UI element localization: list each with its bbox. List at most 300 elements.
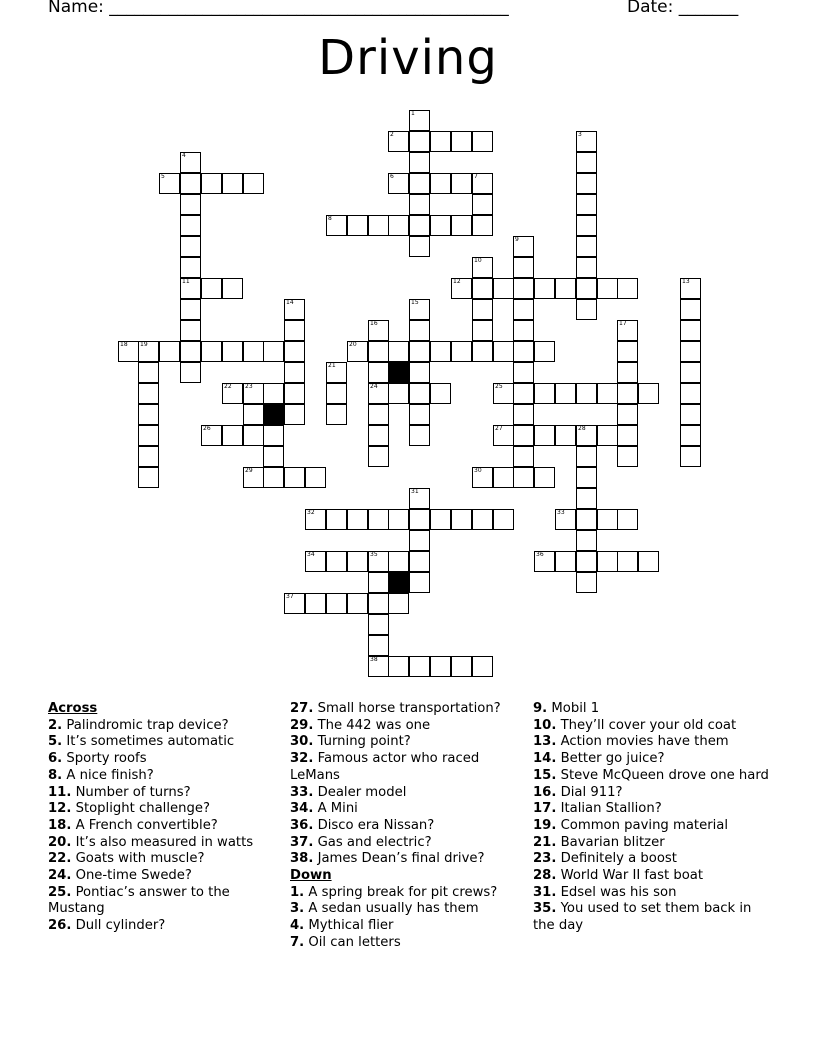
answer-cell[interactable] xyxy=(368,614,389,635)
answer-cell[interactable] xyxy=(451,215,472,236)
clue-number-label: 8. xyxy=(48,767,63,783)
answer-cell[interactable] xyxy=(576,446,597,467)
clue-item xyxy=(533,701,773,718)
answer-cell[interactable] xyxy=(493,278,514,299)
answer-cell[interactable] xyxy=(368,404,389,425)
answer-cell[interactable] xyxy=(180,152,201,173)
answer-cell[interactable] xyxy=(388,509,409,530)
answer-cell[interactable] xyxy=(347,551,368,572)
answer-cell[interactable] xyxy=(472,467,493,488)
answer-cell[interactable] xyxy=(180,173,201,194)
answer-cell[interactable] xyxy=(576,425,597,446)
answer-cell[interactable] xyxy=(201,341,222,362)
clue-number: 35 xyxy=(370,551,378,558)
answer-cell[interactable] xyxy=(368,320,389,341)
clue-number-label: 37. xyxy=(290,834,314,850)
clue-text: Disco era Nissan? xyxy=(313,817,435,833)
answer-cell[interactable] xyxy=(138,404,159,425)
clue-number-label: 2. xyxy=(48,717,63,733)
answer-cell[interactable] xyxy=(430,341,451,362)
answer-cell[interactable] xyxy=(576,131,597,152)
answer-cell[interactable] xyxy=(180,341,201,362)
clue-text: Definitely a boost xyxy=(556,851,677,867)
answer-cell[interactable] xyxy=(430,509,451,530)
answer-cell[interactable] xyxy=(451,509,472,530)
answer-cell[interactable] xyxy=(326,593,347,614)
answer-cell[interactable] xyxy=(347,509,368,530)
clue-number-label: 21. xyxy=(533,834,557,850)
clue-number: 8 xyxy=(328,215,332,222)
clue-text: Dial 911? xyxy=(556,784,623,800)
answer-cell[interactable] xyxy=(201,278,222,299)
clue-text: Better go juice? xyxy=(556,751,665,767)
answer-cell[interactable] xyxy=(222,425,243,446)
answer-cell[interactable] xyxy=(305,467,326,488)
clue-item xyxy=(533,835,773,852)
answer-cell[interactable] xyxy=(409,488,430,509)
answer-cell[interactable] xyxy=(222,278,243,299)
answer-cell[interactable] xyxy=(493,383,514,404)
answer-cell[interactable] xyxy=(576,215,597,236)
answer-cell[interactable] xyxy=(617,278,638,299)
clue-number: 14 xyxy=(286,299,294,306)
answer-cell[interactable] xyxy=(284,320,305,341)
answer-cell[interactable] xyxy=(576,467,597,488)
answer-cell[interactable] xyxy=(513,278,534,299)
clue-number: 7 xyxy=(474,173,478,180)
answer-cell[interactable] xyxy=(617,446,638,467)
answer-cell[interactable] xyxy=(388,341,409,362)
answer-cell[interactable] xyxy=(388,173,409,194)
clue-item xyxy=(48,785,280,802)
clue-text: Stoplight challenge? xyxy=(71,801,210,817)
answer-cell[interactable] xyxy=(472,320,493,341)
answer-cell[interactable] xyxy=(409,194,430,215)
answer-cell[interactable] xyxy=(680,299,701,320)
answer-cell[interactable] xyxy=(305,551,326,572)
answer-cell[interactable] xyxy=(388,551,409,572)
answer-cell[interactable] xyxy=(513,383,534,404)
answer-cell[interactable] xyxy=(680,278,701,299)
answer-cell[interactable] xyxy=(263,341,284,362)
answer-cell[interactable] xyxy=(576,152,597,173)
answer-cell[interactable] xyxy=(222,383,243,404)
clue-number: 25 xyxy=(495,383,503,390)
clue-text: Number of turns? xyxy=(71,784,191,800)
answer-cell[interactable] xyxy=(493,467,514,488)
answer-cell[interactable] xyxy=(576,488,597,509)
answer-cell[interactable] xyxy=(222,341,243,362)
section-heading: Down xyxy=(290,868,332,884)
answer-cell[interactable] xyxy=(243,173,264,194)
answer-cell[interactable] xyxy=(138,446,159,467)
answer-cell[interactable] xyxy=(180,362,201,383)
answer-cell[interactable] xyxy=(472,215,493,236)
answer-cell[interactable] xyxy=(409,320,430,341)
answer-cell[interactable] xyxy=(409,404,430,425)
answer-cell[interactable] xyxy=(576,572,597,593)
answer-cell[interactable] xyxy=(409,509,430,530)
clue-number-label: 18. xyxy=(48,817,72,833)
answer-cell[interactable] xyxy=(472,257,493,278)
clue-number-label: 35. xyxy=(533,901,557,917)
answer-cell[interactable] xyxy=(118,341,139,362)
clue-text: Italian Stallion? xyxy=(556,801,662,817)
answer-cell[interactable] xyxy=(617,404,638,425)
answer-cell[interactable] xyxy=(513,320,534,341)
answer-cell[interactable] xyxy=(430,173,451,194)
answer-cell[interactable] xyxy=(284,362,305,383)
answer-cell[interactable] xyxy=(243,383,264,404)
answer-cell[interactable] xyxy=(388,593,409,614)
clue-number: 21 xyxy=(328,362,336,369)
answer-cell[interactable] xyxy=(409,236,430,257)
answer-cell[interactable] xyxy=(180,320,201,341)
clue-text: The 442 was one xyxy=(313,717,431,733)
answer-cell[interactable] xyxy=(368,446,389,467)
clue-text: Famous actor who raced LeMans xyxy=(290,751,480,783)
answer-cell[interactable] xyxy=(534,425,555,446)
answer-cell[interactable] xyxy=(576,173,597,194)
answer-cell[interactable] xyxy=(284,593,305,614)
clue-item xyxy=(533,768,773,785)
answer-cell[interactable] xyxy=(513,236,534,257)
answer-cell[interactable] xyxy=(597,509,618,530)
clue-number: 38 xyxy=(370,656,378,663)
answer-cell[interactable] xyxy=(472,194,493,215)
answer-cell[interactable] xyxy=(180,299,201,320)
answer-cell[interactable] xyxy=(555,383,576,404)
clue-text: One-time Swede? xyxy=(71,868,192,884)
clue-item xyxy=(48,851,280,868)
answer-cell[interactable] xyxy=(201,173,222,194)
answer-cell[interactable] xyxy=(409,131,430,152)
answer-cell[interactable] xyxy=(180,236,201,257)
answer-cell[interactable] xyxy=(368,551,389,572)
answer-cell[interactable] xyxy=(368,656,389,677)
clue-number-label: 38. xyxy=(290,851,314,867)
clue-number-label: 36. xyxy=(290,817,314,833)
answer-cell[interactable] xyxy=(617,551,638,572)
answer-cell[interactable] xyxy=(451,131,472,152)
answer-cell[interactable] xyxy=(472,278,493,299)
clue-item xyxy=(290,818,520,835)
answer-cell[interactable] xyxy=(409,152,430,173)
answer-cell[interactable] xyxy=(305,509,326,530)
answer-cell[interactable] xyxy=(180,194,201,215)
answer-cell[interactable] xyxy=(326,551,347,572)
answer-cell[interactable] xyxy=(451,278,472,299)
answer-cell[interactable] xyxy=(243,467,264,488)
answer-cell[interactable] xyxy=(576,278,597,299)
clue-number: 32 xyxy=(307,509,315,516)
answer-cell[interactable] xyxy=(617,362,638,383)
answer-cell[interactable] xyxy=(409,215,430,236)
answer-cell[interactable] xyxy=(617,320,638,341)
answer-cell[interactable] xyxy=(513,467,534,488)
answer-cell[interactable] xyxy=(159,173,180,194)
answer-cell[interactable] xyxy=(617,425,638,446)
clue-item xyxy=(290,835,520,852)
answer-cell[interactable] xyxy=(680,362,701,383)
answer-cell[interactable] xyxy=(680,404,701,425)
answer-cell[interactable] xyxy=(576,509,597,530)
answer-cell[interactable] xyxy=(472,509,493,530)
answer-cell[interactable] xyxy=(513,446,534,467)
clue-number: 13 xyxy=(682,278,690,285)
answer-cell[interactable] xyxy=(451,656,472,677)
answer-cell[interactable] xyxy=(513,341,534,362)
answer-cell[interactable] xyxy=(409,341,430,362)
answer-cell[interactable] xyxy=(638,383,659,404)
answer-cell[interactable] xyxy=(555,425,576,446)
clue-number-label: 12. xyxy=(48,801,72,817)
answer-cell[interactable] xyxy=(347,215,368,236)
answer-cell[interactable] xyxy=(513,299,534,320)
answer-cell[interactable] xyxy=(680,446,701,467)
answer-cell[interactable] xyxy=(617,341,638,362)
clue-text: Goats with muscle? xyxy=(71,851,205,867)
clue-text: A Mini xyxy=(313,801,358,817)
clue-text: Dull cylinder? xyxy=(71,918,166,934)
answer-cell[interactable] xyxy=(430,656,451,677)
answer-cell[interactable] xyxy=(597,551,618,572)
answer-cell[interactable] xyxy=(326,362,347,383)
answer-cell[interactable] xyxy=(409,425,430,446)
answer-cell[interactable] xyxy=(555,509,576,530)
answer-cell[interactable] xyxy=(263,383,284,404)
answer-cell[interactable] xyxy=(243,341,264,362)
black-square xyxy=(388,572,409,593)
answer-cell[interactable] xyxy=(493,425,514,446)
answer-cell[interactable] xyxy=(326,215,347,236)
clue-number-label: 3. xyxy=(290,901,305,917)
answer-cell[interactable] xyxy=(368,362,389,383)
answer-cell[interactable] xyxy=(409,530,430,551)
clue-text: It’s also measured in watts xyxy=(71,834,254,850)
answer-cell[interactable] xyxy=(430,383,451,404)
answer-cell[interactable] xyxy=(534,551,555,572)
clue-number-label: 15. xyxy=(533,767,557,783)
clue-number: 28 xyxy=(578,425,586,432)
answer-cell[interactable] xyxy=(680,320,701,341)
answer-cell[interactable] xyxy=(263,446,284,467)
answer-cell[interactable] xyxy=(472,131,493,152)
answer-cell[interactable] xyxy=(388,656,409,677)
answer-cell[interactable] xyxy=(180,215,201,236)
answer-cell[interactable] xyxy=(222,173,243,194)
clue-item xyxy=(290,801,520,818)
clue-number: 36 xyxy=(536,551,544,558)
answer-cell[interactable] xyxy=(576,257,597,278)
answer-cell[interactable] xyxy=(180,278,201,299)
answer-cell[interactable] xyxy=(368,509,389,530)
answer-cell[interactable] xyxy=(493,509,514,530)
answer-cell[interactable] xyxy=(576,299,597,320)
clue-number-label: 22. xyxy=(48,851,72,867)
answer-cell[interactable] xyxy=(555,278,576,299)
answer-cell[interactable] xyxy=(513,257,534,278)
clue-text: A sedan usually has them xyxy=(304,901,479,917)
answer-cell[interactable] xyxy=(617,509,638,530)
answer-cell[interactable] xyxy=(284,341,305,362)
black-square xyxy=(388,362,409,383)
answer-cell[interactable] xyxy=(576,551,597,572)
answer-cell[interactable] xyxy=(576,383,597,404)
clue-text: Edsel was his son xyxy=(556,884,677,900)
answer-cell[interactable] xyxy=(534,467,555,488)
answer-cell[interactable] xyxy=(388,131,409,152)
clue-number: 27 xyxy=(495,425,503,432)
answer-cell[interactable] xyxy=(409,551,430,572)
answer-cell[interactable] xyxy=(409,173,430,194)
answer-cell[interactable] xyxy=(243,425,264,446)
clue-item xyxy=(290,734,520,751)
answer-cell[interactable] xyxy=(451,173,472,194)
answer-cell[interactable] xyxy=(472,299,493,320)
clue-item xyxy=(533,868,773,885)
answer-cell[interactable] xyxy=(138,467,159,488)
answer-cell[interactable] xyxy=(284,467,305,488)
answer-cell[interactable] xyxy=(680,341,701,362)
answer-cell[interactable] xyxy=(138,362,159,383)
clue-number-label: 4. xyxy=(290,918,305,934)
clue-item xyxy=(48,718,280,735)
answer-cell[interactable] xyxy=(409,362,430,383)
answer-cell[interactable] xyxy=(263,467,284,488)
answer-cell[interactable] xyxy=(138,341,159,362)
answer-cell[interactable] xyxy=(409,656,430,677)
answer-cell[interactable] xyxy=(409,110,430,131)
answer-cell[interactable] xyxy=(534,341,555,362)
answer-cell[interactable] xyxy=(368,215,389,236)
answer-cell[interactable] xyxy=(326,404,347,425)
answer-cell[interactable] xyxy=(409,299,430,320)
answer-cell[interactable] xyxy=(680,383,701,404)
clue-number: 5 xyxy=(161,173,165,180)
clue-text: A French convertible? xyxy=(71,817,218,833)
answer-cell[interactable] xyxy=(534,278,555,299)
answer-cell[interactable] xyxy=(472,656,493,677)
clue-number-label: 23. xyxy=(533,851,557,867)
answer-cell[interactable] xyxy=(368,341,389,362)
black-square xyxy=(263,404,284,425)
answer-cell[interactable] xyxy=(617,383,638,404)
clue-number-label: 31. xyxy=(533,884,557,900)
answer-cell[interactable] xyxy=(138,383,159,404)
answer-cell[interactable] xyxy=(430,215,451,236)
clue-number-label: 19. xyxy=(533,817,557,833)
answer-cell[interactable] xyxy=(513,425,534,446)
answer-cell[interactable] xyxy=(326,383,347,404)
answer-cell[interactable] xyxy=(284,299,305,320)
clue-item xyxy=(48,885,280,918)
answer-cell[interactable] xyxy=(368,635,389,656)
clue-number: 1 xyxy=(411,110,415,117)
answer-cell[interactable] xyxy=(472,341,493,362)
answer-cell[interactable] xyxy=(493,341,514,362)
clue-number: 26 xyxy=(203,425,211,432)
answer-cell[interactable] xyxy=(305,593,326,614)
clue-item xyxy=(290,785,520,802)
clue-number-label: 25. xyxy=(48,884,72,900)
answer-cell[interactable] xyxy=(201,425,222,446)
clue-number: 37 xyxy=(286,593,294,600)
answer-cell[interactable] xyxy=(513,362,534,383)
answer-cell[interactable] xyxy=(430,131,451,152)
answer-cell[interactable] xyxy=(555,551,576,572)
answer-cell[interactable] xyxy=(597,278,618,299)
clue-item xyxy=(533,734,773,751)
clue-number: 10 xyxy=(474,257,482,264)
clue-item xyxy=(290,885,520,902)
answer-cell[interactable] xyxy=(263,425,284,446)
clue-text: They’ll cover your old coat xyxy=(556,717,737,733)
clue-item xyxy=(290,935,520,952)
clue-text: Dealer model xyxy=(313,784,407,800)
clue-number-label: 29. xyxy=(290,717,314,733)
answer-cell[interactable] xyxy=(597,425,618,446)
clue-number: 24 xyxy=(370,383,378,390)
answer-cell[interactable] xyxy=(409,383,430,404)
clue-number-label: 26. xyxy=(48,918,72,934)
answer-cell[interactable] xyxy=(368,425,389,446)
answer-cell[interactable] xyxy=(138,425,159,446)
answer-cell[interactable] xyxy=(576,236,597,257)
answer-cell[interactable] xyxy=(513,404,534,425)
clue-number: 29 xyxy=(245,467,253,474)
clue-number: 16 xyxy=(370,320,378,327)
clue-number-label: 17. xyxy=(533,801,557,817)
answer-cell[interactable] xyxy=(680,425,701,446)
answer-cell[interactable] xyxy=(326,509,347,530)
answer-cell[interactable] xyxy=(284,383,305,404)
clue-item xyxy=(533,818,773,835)
clue-number: 9 xyxy=(515,236,519,243)
answer-cell[interactable] xyxy=(159,341,180,362)
clue-text: Action movies have them xyxy=(556,734,729,750)
clue-text: Steve McQueen drove one hard xyxy=(556,767,769,783)
answer-cell[interactable] xyxy=(347,593,368,614)
clue-text: Turning point? xyxy=(313,734,411,750)
answer-cell[interactable] xyxy=(597,383,618,404)
clue-item xyxy=(533,718,773,735)
answer-cell[interactable] xyxy=(388,383,409,404)
clue-column-2 xyxy=(290,701,520,952)
answer-cell[interactable] xyxy=(534,383,555,404)
answer-cell[interactable] xyxy=(284,404,305,425)
clue-item xyxy=(48,818,280,835)
answer-cell[interactable] xyxy=(368,383,389,404)
clue-number: 18 xyxy=(120,341,128,348)
answer-cell[interactable] xyxy=(388,215,409,236)
clue-number-label: 16. xyxy=(533,784,557,800)
answer-cell[interactable] xyxy=(368,572,389,593)
clue-item xyxy=(48,918,280,935)
answer-cell[interactable] xyxy=(409,572,430,593)
answer-cell[interactable] xyxy=(638,551,659,572)
answer-cell[interactable] xyxy=(180,257,201,278)
answer-cell[interactable] xyxy=(243,404,264,425)
answer-cell[interactable] xyxy=(576,530,597,551)
answer-cell[interactable] xyxy=(576,194,597,215)
answer-cell[interactable] xyxy=(347,341,368,362)
answer-cell[interactable] xyxy=(368,593,389,614)
answer-cell[interactable] xyxy=(451,341,472,362)
answer-cell[interactable] xyxy=(472,173,493,194)
clue-item xyxy=(290,751,520,784)
clue-text: Small horse transportation? xyxy=(313,701,501,716)
